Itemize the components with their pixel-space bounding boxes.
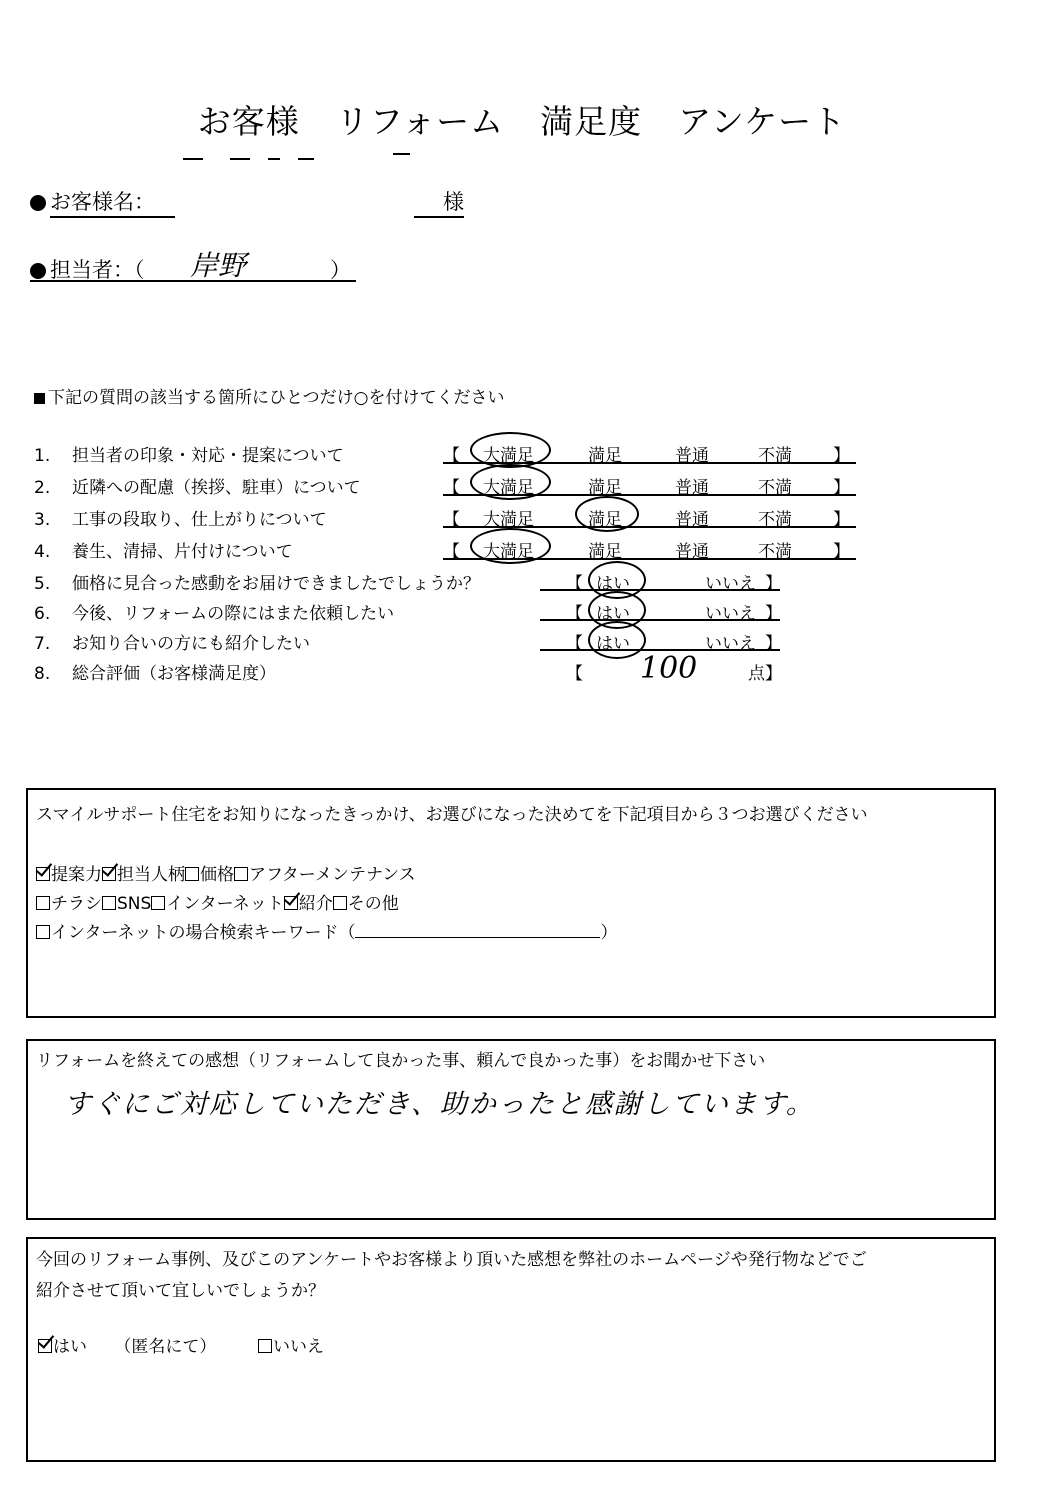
bracket-open: 【 xyxy=(443,446,460,466)
selection-circle xyxy=(470,528,551,564)
impressions-answer-handwritten: すぐにご対応していただき、助かったと感謝しています。 xyxy=(64,1089,815,1120)
permission-yes-option[interactable] xyxy=(38,1332,216,1357)
answer-option[interactable]: 普通 xyxy=(675,542,709,562)
permission-no-option[interactable] xyxy=(258,1332,324,1357)
checkbox-checked-icon[interactable] xyxy=(284,896,298,910)
bracket-close: 】 xyxy=(765,664,782,684)
score-unit: 点 xyxy=(748,664,765,684)
answer-option[interactable]: いいえ xyxy=(705,634,756,654)
permission-prompt-line-1: 今回のリフォーム事例、及びこのアンケートやお客様より頂いた感想を弊社のホームページや発行物などでご xyxy=(36,1250,867,1270)
open-paren: （ xyxy=(338,923,356,943)
question-text: 価格に見合った感動をお届けできましたでしょうか？ xyxy=(72,574,480,594)
answer-option[interactable]: 大満足 xyxy=(483,510,534,530)
answer-option[interactable]: 不満 xyxy=(758,446,792,466)
question-1 xyxy=(34,441,344,466)
discovery-option-label: 担当人柄 xyxy=(117,865,185,885)
title-part-1: お客様 xyxy=(197,102,300,141)
checkbox-icon[interactable] xyxy=(36,925,50,939)
customer-name-label: お客様名： xyxy=(50,186,175,218)
title-part-4: アンケート xyxy=(678,102,847,141)
question-number: 5. xyxy=(34,574,51,594)
selection-circle xyxy=(470,432,551,468)
permission-yes-label: はい xyxy=(53,1337,87,1357)
staff-name-handwritten: 岸野 xyxy=(190,249,247,282)
discovery-row-3 xyxy=(36,918,617,943)
permission-yes-note: （匿名にて） xyxy=(114,1337,217,1357)
bracket-close: 】 xyxy=(833,446,850,466)
discovery-prompt: スマイルサポート住宅をお知りになったきっかけ、お選びになった決めてを下記項目から３つお選びください xyxy=(36,805,868,825)
checkbox-icon[interactable] xyxy=(36,896,50,910)
discovery-option-label: 紹介 xyxy=(298,894,333,914)
question-number: 7. xyxy=(34,634,51,654)
question-3 xyxy=(34,505,327,530)
question-text: 近隣への配慮（挨拶、駐車）について xyxy=(72,478,361,498)
title-decoration xyxy=(393,153,410,155)
answer-option[interactable]: 大満足 xyxy=(483,478,534,498)
search-keyword-input[interactable] xyxy=(355,937,600,938)
title-part-3: 満足度 xyxy=(540,102,643,141)
question-number: 8. xyxy=(34,664,51,684)
checkbox-icon[interactable] xyxy=(258,1339,272,1353)
answer-option[interactable]: いいえ xyxy=(705,604,756,624)
discovery-option-label: アフターメンテナンス xyxy=(249,865,416,885)
question-number: 4. xyxy=(34,542,51,562)
selection-circle xyxy=(588,621,646,659)
checkbox-icon[interactable] xyxy=(333,896,347,910)
staff-close-paren: ） xyxy=(330,258,351,282)
selection-circle xyxy=(470,464,551,500)
answer-option[interactable]: 満足 xyxy=(588,478,622,498)
question-text: お知り合いの方にも紹介したい xyxy=(72,634,310,654)
impressions-prompt: リフォームを終えての感想（リフォームして良かった事、頼んで良かった事）をお聞かせ下さい xyxy=(36,1051,766,1071)
answer-option[interactable]: はい xyxy=(596,604,630,624)
customer-name-field xyxy=(30,186,175,218)
answer-option[interactable]: 満足 xyxy=(588,446,622,466)
staff-label: 担当者：（ xyxy=(50,258,145,282)
checkbox-icon[interactable] xyxy=(102,896,116,910)
instruction-text xyxy=(34,383,505,408)
answer-option[interactable]: 不満 xyxy=(758,478,792,498)
question-2 xyxy=(34,473,361,498)
permission-prompt-line-2: 紹介させて頂いて宜しいでしょうか？ xyxy=(36,1281,325,1301)
question-text: 工事の段取り、仕上がりについて xyxy=(72,510,327,530)
title-decoration xyxy=(298,158,314,160)
checkbox-checked-icon[interactable] xyxy=(36,867,50,881)
question-5 xyxy=(34,569,480,594)
search-keyword-label: インターネットの場合検索キーワード xyxy=(51,923,339,943)
answer-option[interactable]: 普通 xyxy=(675,478,709,498)
discovery-row-2 xyxy=(36,889,399,914)
discovery-option-label: SNS xyxy=(117,894,152,914)
checkbox-checked-icon[interactable] xyxy=(102,867,116,881)
title-decoration xyxy=(268,158,280,160)
question-text: 担当者の印象・対応・提案について xyxy=(72,446,344,466)
question-text: 養生、清掃、片付けについて xyxy=(72,542,293,562)
question-text: 総合評価（お客様満足度） xyxy=(72,664,276,684)
question-text: 今後、リフォームの際にはまた依頼したい xyxy=(72,604,395,624)
checkbox-icon[interactable] xyxy=(234,867,248,881)
bracket-close: 】 xyxy=(765,604,782,624)
answer-option[interactable]: 普通 xyxy=(675,446,709,466)
square-bullet-icon xyxy=(34,393,45,404)
question-7 xyxy=(34,629,310,654)
discovery-option-label: 提案力 xyxy=(51,865,102,885)
discovery-option-label: インターネット xyxy=(166,894,284,914)
title-decoration xyxy=(230,158,250,160)
score-handwritten: 100 xyxy=(640,651,698,686)
question-number: 1. xyxy=(34,446,51,466)
answer-option[interactable]: 不満 xyxy=(758,542,792,562)
discovery-option-label: その他 xyxy=(347,894,399,914)
title-decoration xyxy=(183,158,203,160)
bracket-open: 【 xyxy=(566,604,583,624)
bullet-icon xyxy=(30,195,46,211)
bracket-close: 】 xyxy=(833,478,850,498)
answer-option[interactable]: 不満 xyxy=(758,510,792,530)
answer-option[interactable]: いいえ xyxy=(705,574,756,594)
title-part-2: リフォーム xyxy=(335,102,505,141)
bracket-open: 【 xyxy=(566,574,583,594)
answer-option[interactable]: 大満足 xyxy=(483,542,534,562)
checkbox-icon[interactable] xyxy=(185,867,199,881)
question-4 xyxy=(34,537,293,562)
question-number: 2. xyxy=(34,478,51,498)
answer-option[interactable]: はい xyxy=(596,574,630,594)
answer-option[interactable]: 満足 xyxy=(588,542,622,562)
discovery-option-label: 価格 xyxy=(200,865,234,885)
bracket-open: 【 xyxy=(443,542,460,562)
selection-circle xyxy=(575,496,639,532)
answer-option[interactable]: 満足 xyxy=(588,510,622,530)
checkbox-icon[interactable] xyxy=(151,896,165,910)
checkbox-checked-icon[interactable] xyxy=(38,1339,52,1353)
instruction-label: 下記の質問の該当する箇所にひとつだけ○を付けてください xyxy=(48,388,505,408)
answer-option[interactable]: 普通 xyxy=(675,510,709,530)
bracket-open: 【 xyxy=(443,510,460,530)
question-number: 6. xyxy=(34,604,51,624)
answer-option[interactable]: 大満足 xyxy=(483,446,534,466)
discovery-row-1 xyxy=(36,860,416,885)
customer-suffix: 様 xyxy=(414,186,464,218)
bracket-close: 】 xyxy=(833,542,850,562)
question-6 xyxy=(34,599,394,624)
bracket-close: 】 xyxy=(765,574,782,594)
bracket-open: 【 xyxy=(443,478,460,498)
question-8 xyxy=(34,659,276,684)
close-paren: ） xyxy=(600,923,618,943)
bracket-close: 】 xyxy=(833,510,850,530)
permission-no-label: いいえ xyxy=(273,1337,324,1357)
answer-option[interactable]: はい xyxy=(596,634,630,654)
discovery-option-label: チラシ xyxy=(51,894,102,914)
bracket-open: 【 xyxy=(566,634,583,654)
bullet-icon xyxy=(30,263,46,279)
bracket-open: 【 xyxy=(566,664,583,684)
page-title xyxy=(0,96,1044,143)
question-number: 3. xyxy=(34,510,51,530)
bracket-close: 】 xyxy=(765,634,782,654)
